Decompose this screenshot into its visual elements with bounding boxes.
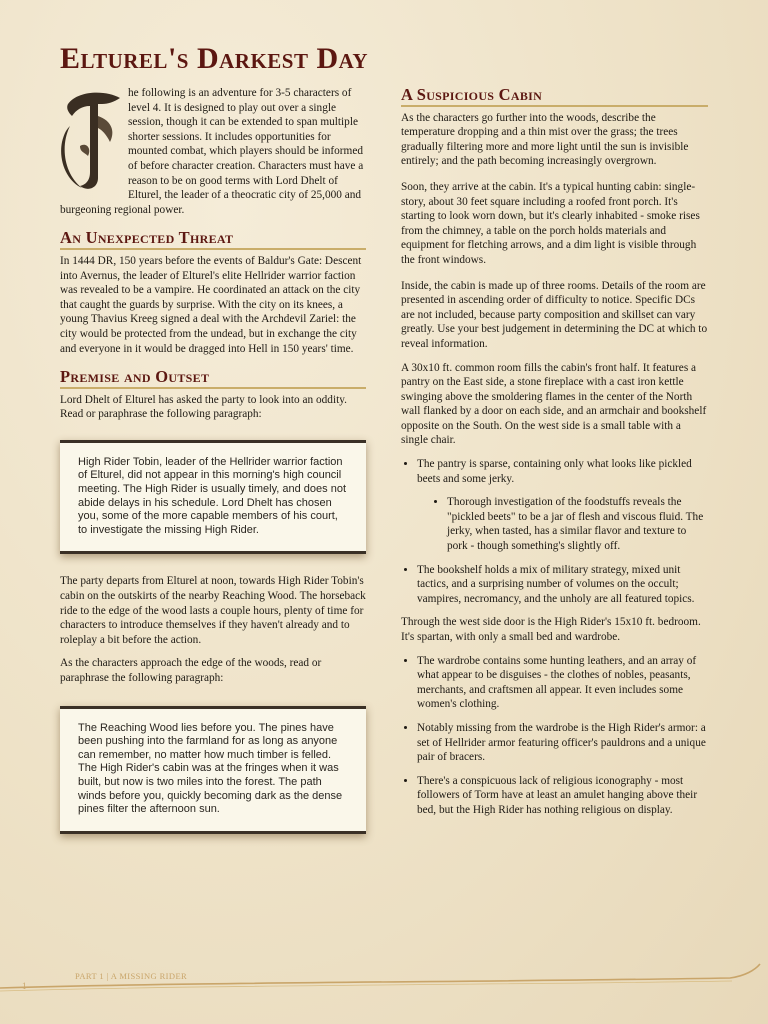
common-room-list bbox=[401, 457, 708, 606]
foodstuff-item: Thorough investigation of the foodstuffs reveals the "pickled beets" to be a jar of flesh and viscous fluid. The jerky, when tasted, has a similar flavor and texture to pork - though something's slightly off. bbox=[447, 496, 704, 553]
cabin-paragraph-2: Soon, they arrive at the cabin. It's a typical hunting cabin: single-story, about 30 feet square including a roofed front porch. It's starting to look worn down, but it's clearly inhabited - smoke rises from the chimney, a table on the porch holds materials and equipment for fletching arrows, and a dim light is visible through the front windows. bbox=[401, 180, 700, 266]
read-aloud-text-2: The Reaching Wood lies before you. The pines have been pushing into the farmland for as long as anyone can remember, no matter how much timber is felled. The High Rider's cabin was at the fringes when it was built, but now is two miles into the forest. The path winds before you, quickly becoming dark as the dense pines filter the afternoon sun. bbox=[78, 721, 343, 816]
cabin-paragraph-1: As the characters go further into the woods, describe the temperature dropping and a thin mist over the grass; the trees gradually filtering more and more light until the sun is invisible entirely; and the path becoming increasingly overgrown. bbox=[401, 111, 689, 168]
drop-cap bbox=[58, 86, 124, 196]
list-item bbox=[447, 495, 708, 553]
premise-paragraph-1: Lord Dhelt of Elturel has asked the party to look into an oddity. Read or paraphrase the following paragraph: bbox=[60, 393, 347, 421]
read-aloud-box-1 bbox=[60, 440, 366, 555]
heading-suspicious-cabin: A Suspicious Cabin bbox=[401, 88, 708, 107]
threat-paragraph: In 1444 DR, 150 years before the events of Baldur's Gate: Descent into Avernus, the leader of Elturel's elite Hellrider warrior faction was revealed to be a vampire. He coordinated an attack on the city that caught the guards by surprise. With the city on its knees, a young Thavius Kreeg signed a deal with the Archdevil Zariel: the city would be protected from the undead, but in exchange the city and everyone in it would be dragged into Hell in 150 years' time. bbox=[60, 254, 362, 355]
cabin-paragraph-4: A 30x10 ft. common room fills the cabin's front half. It features a pantry on the East side, a stone fireplace with a cast iron kettle swinging above the smoldering flames in the center of the North wall flanked by a door on each side, and an armchair and bookshelf opposite on the South. On the west side is a small table with a single chair. bbox=[401, 361, 707, 447]
premise-paragraph-2: The party departs from Elturel at noon, towards High Rider Tobin's cabin on the outskirts of the nearby Reaching Wood. The horseback ride to the edge of the wood lasts a couple hours, plenty of time for characters to introduce themselves if they haven't already and to roleplay a bit before the action. bbox=[60, 575, 366, 646]
bookshelf-item: The bookshelf holds a mix of military strategy, mixed unit tactics, and a surprising number of volumes on the occult; vampires, necromancy, and the unholy are all featured topics. bbox=[417, 563, 695, 605]
read-aloud-text-1: High Rider Tobin, leader of the Hellrider warrior faction of Elturel, did not appear in this morning's high council meeting. The High Rider is usually timely, and does not abide delays in his schedule. Lord Dhelt has chosen you, some of the more capable members of his court, to investigate the missing High Rider. bbox=[78, 455, 347, 536]
list-item bbox=[417, 457, 708, 554]
page-number: 1 bbox=[22, 981, 27, 991]
pantry-sublist bbox=[417, 495, 708, 553]
left-column bbox=[60, 86, 366, 854]
premise-paragraph-3: As the characters approach the edge of the woods, read or paraphrase the following paragraph: bbox=[60, 657, 322, 684]
wardrobe-item: The wardrobe contains some hunting leathers, and an array of what appear to be disguises - the clothes of nobles, peasants, merchants, and craftsmen all appear. It even includes some women's clothing. bbox=[417, 654, 697, 711]
page-title: Elturel's Darkest Day bbox=[60, 42, 369, 75]
cabin-paragraph-5: Through the west side door is the High Rider's 15x10 ft. bedroom. It's spartan, with only a small bed and wardrobe. bbox=[401, 616, 701, 643]
iconography-item: There's a conspicuous lack of religious iconography - most followers of Torm have at least an amulet hanging above their bed, but the High Rider has nothing religious on display. bbox=[417, 774, 698, 816]
heading-unexpected-threat: An Unexpected Threat bbox=[60, 231, 366, 250]
armor-item: Notably missing from the wardrobe is the High Rider's armor: a set of Hellrider armor featuring officer's pauldrons and a unique pair of bracers. bbox=[417, 721, 706, 764]
list-item bbox=[417, 721, 708, 765]
read-aloud-box-2 bbox=[60, 706, 366, 834]
right-column bbox=[401, 86, 708, 827]
intro-paragraph: he following is an adventure for 3-5 characters of level 4. It is designed to play out over a single session, though it can be extended to span multiple shorter sessions. It includes opportunities for mounted combat, which players should be informed of before character creation. Characters must have a reason to be on good terms with Lord Dhelt of Elturel, the leader of a theocratic city of 25,000 and burgeoning regional power. bbox=[60, 87, 364, 216]
list-item bbox=[417, 774, 708, 818]
footer-label: PART 1 | A MISSING RIDER bbox=[75, 971, 188, 981]
pantry-item: The pantry is sparse, containing only what looks like pickled beets and some jerky. bbox=[417, 458, 692, 485]
cabin-paragraph-3: Inside, the cabin is made up of three rooms. Details of the room are presented in ascending order of difficulty to notice. Specific DCs are not included, because party composition and skillset can vary greatly. Use your best judgement in determining the DC at which to reveal information. bbox=[401, 279, 708, 350]
bedroom-list bbox=[401, 654, 708, 818]
heading-premise: Premise and Outset bbox=[60, 370, 366, 389]
list-item bbox=[417, 654, 708, 712]
list-item bbox=[417, 563, 708, 607]
